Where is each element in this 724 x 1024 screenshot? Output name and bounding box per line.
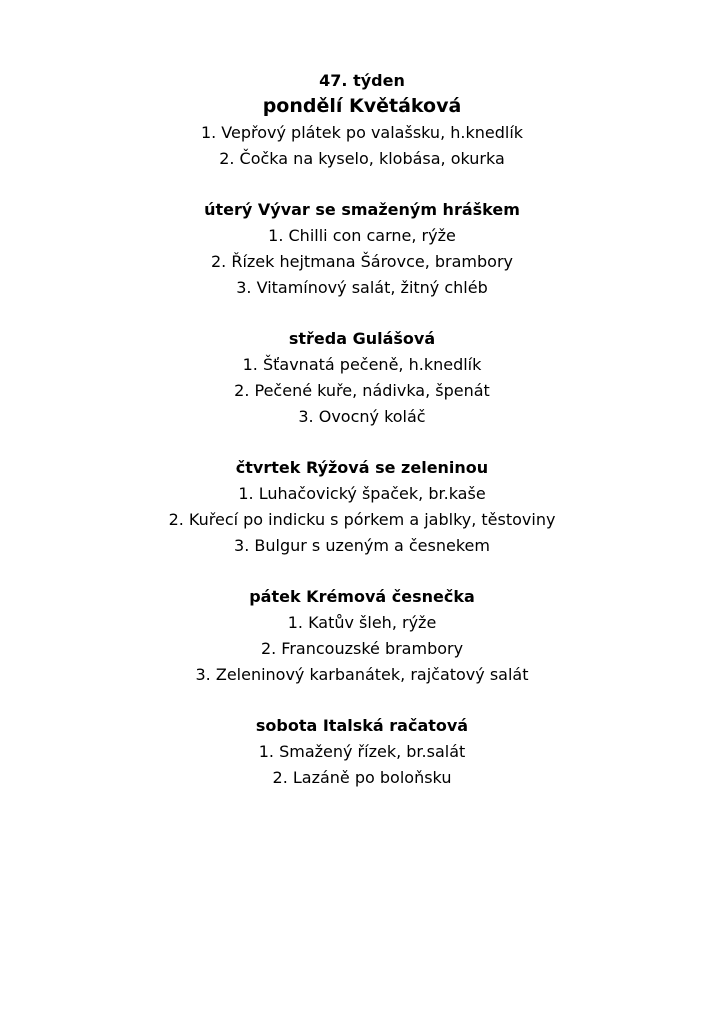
meal-item: 1. Katův šleh, rýže <box>287 613 437 632</box>
day-block-monday <box>0 92 724 172</box>
day-heading-tuesday: úterý Vývar se smaženým hráškem <box>204 200 520 219</box>
meal-item: 1. Chilli con carne, rýže <box>268 226 456 245</box>
meal-item: 3. Zeleninový karbanátek, rajčatový salát <box>195 665 529 684</box>
meal-item: 2. Pečené kuře, nádivka, špenát <box>234 381 490 400</box>
day-heading-friday: pátek Krémová česnečka <box>249 587 475 606</box>
day-heading-saturday: sobota Italská račatová <box>255 716 469 735</box>
menu-page <box>0 70 724 816</box>
meal-item: 3. Ovocný koláč <box>298 407 426 426</box>
meal-item: 1. Šťavnatá pečeně, h.knedlík <box>242 355 482 374</box>
meal-item: 2. Francouzské brambory <box>260 639 464 658</box>
meal-item: 2. Lazáně po boloňsku <box>272 768 452 787</box>
day-block-thursday <box>0 455 724 559</box>
meal-item: 1. Smažený řízek, br.salát <box>258 742 466 761</box>
day-heading-monday: pondělí Květáková <box>262 95 462 117</box>
meal-item: 2. Kuřecí po indicku s pórkem a jablky, těstoviny <box>168 510 556 529</box>
meal-item: 2. Řízek hejtmana Šárovce, brambory <box>210 252 513 271</box>
meal-item: 2. Čočka na kyselo, klobása, okurka <box>219 149 505 168</box>
meal-item: 1. Vepřový plátek po valašsku, h.knedlík <box>200 123 524 142</box>
day-block-saturday <box>0 713 724 791</box>
meal-item: 1. Luhačovický špaček, br.kaše <box>238 484 486 503</box>
day-block-tuesday <box>0 197 724 301</box>
meal-item: 3. Vitamínový salát, žitný chléb <box>236 278 488 297</box>
day-heading-wednesday: středa Gulášová <box>288 329 436 348</box>
day-block-wednesday <box>0 326 724 430</box>
week-title: 47. týden <box>319 71 405 90</box>
meal-item: 3. Bulgur s uzeným a česnekem <box>234 536 490 555</box>
day-heading-thursday: čtvrtek Rýžová se zeleninou <box>235 458 489 477</box>
day-block-friday <box>0 584 724 688</box>
